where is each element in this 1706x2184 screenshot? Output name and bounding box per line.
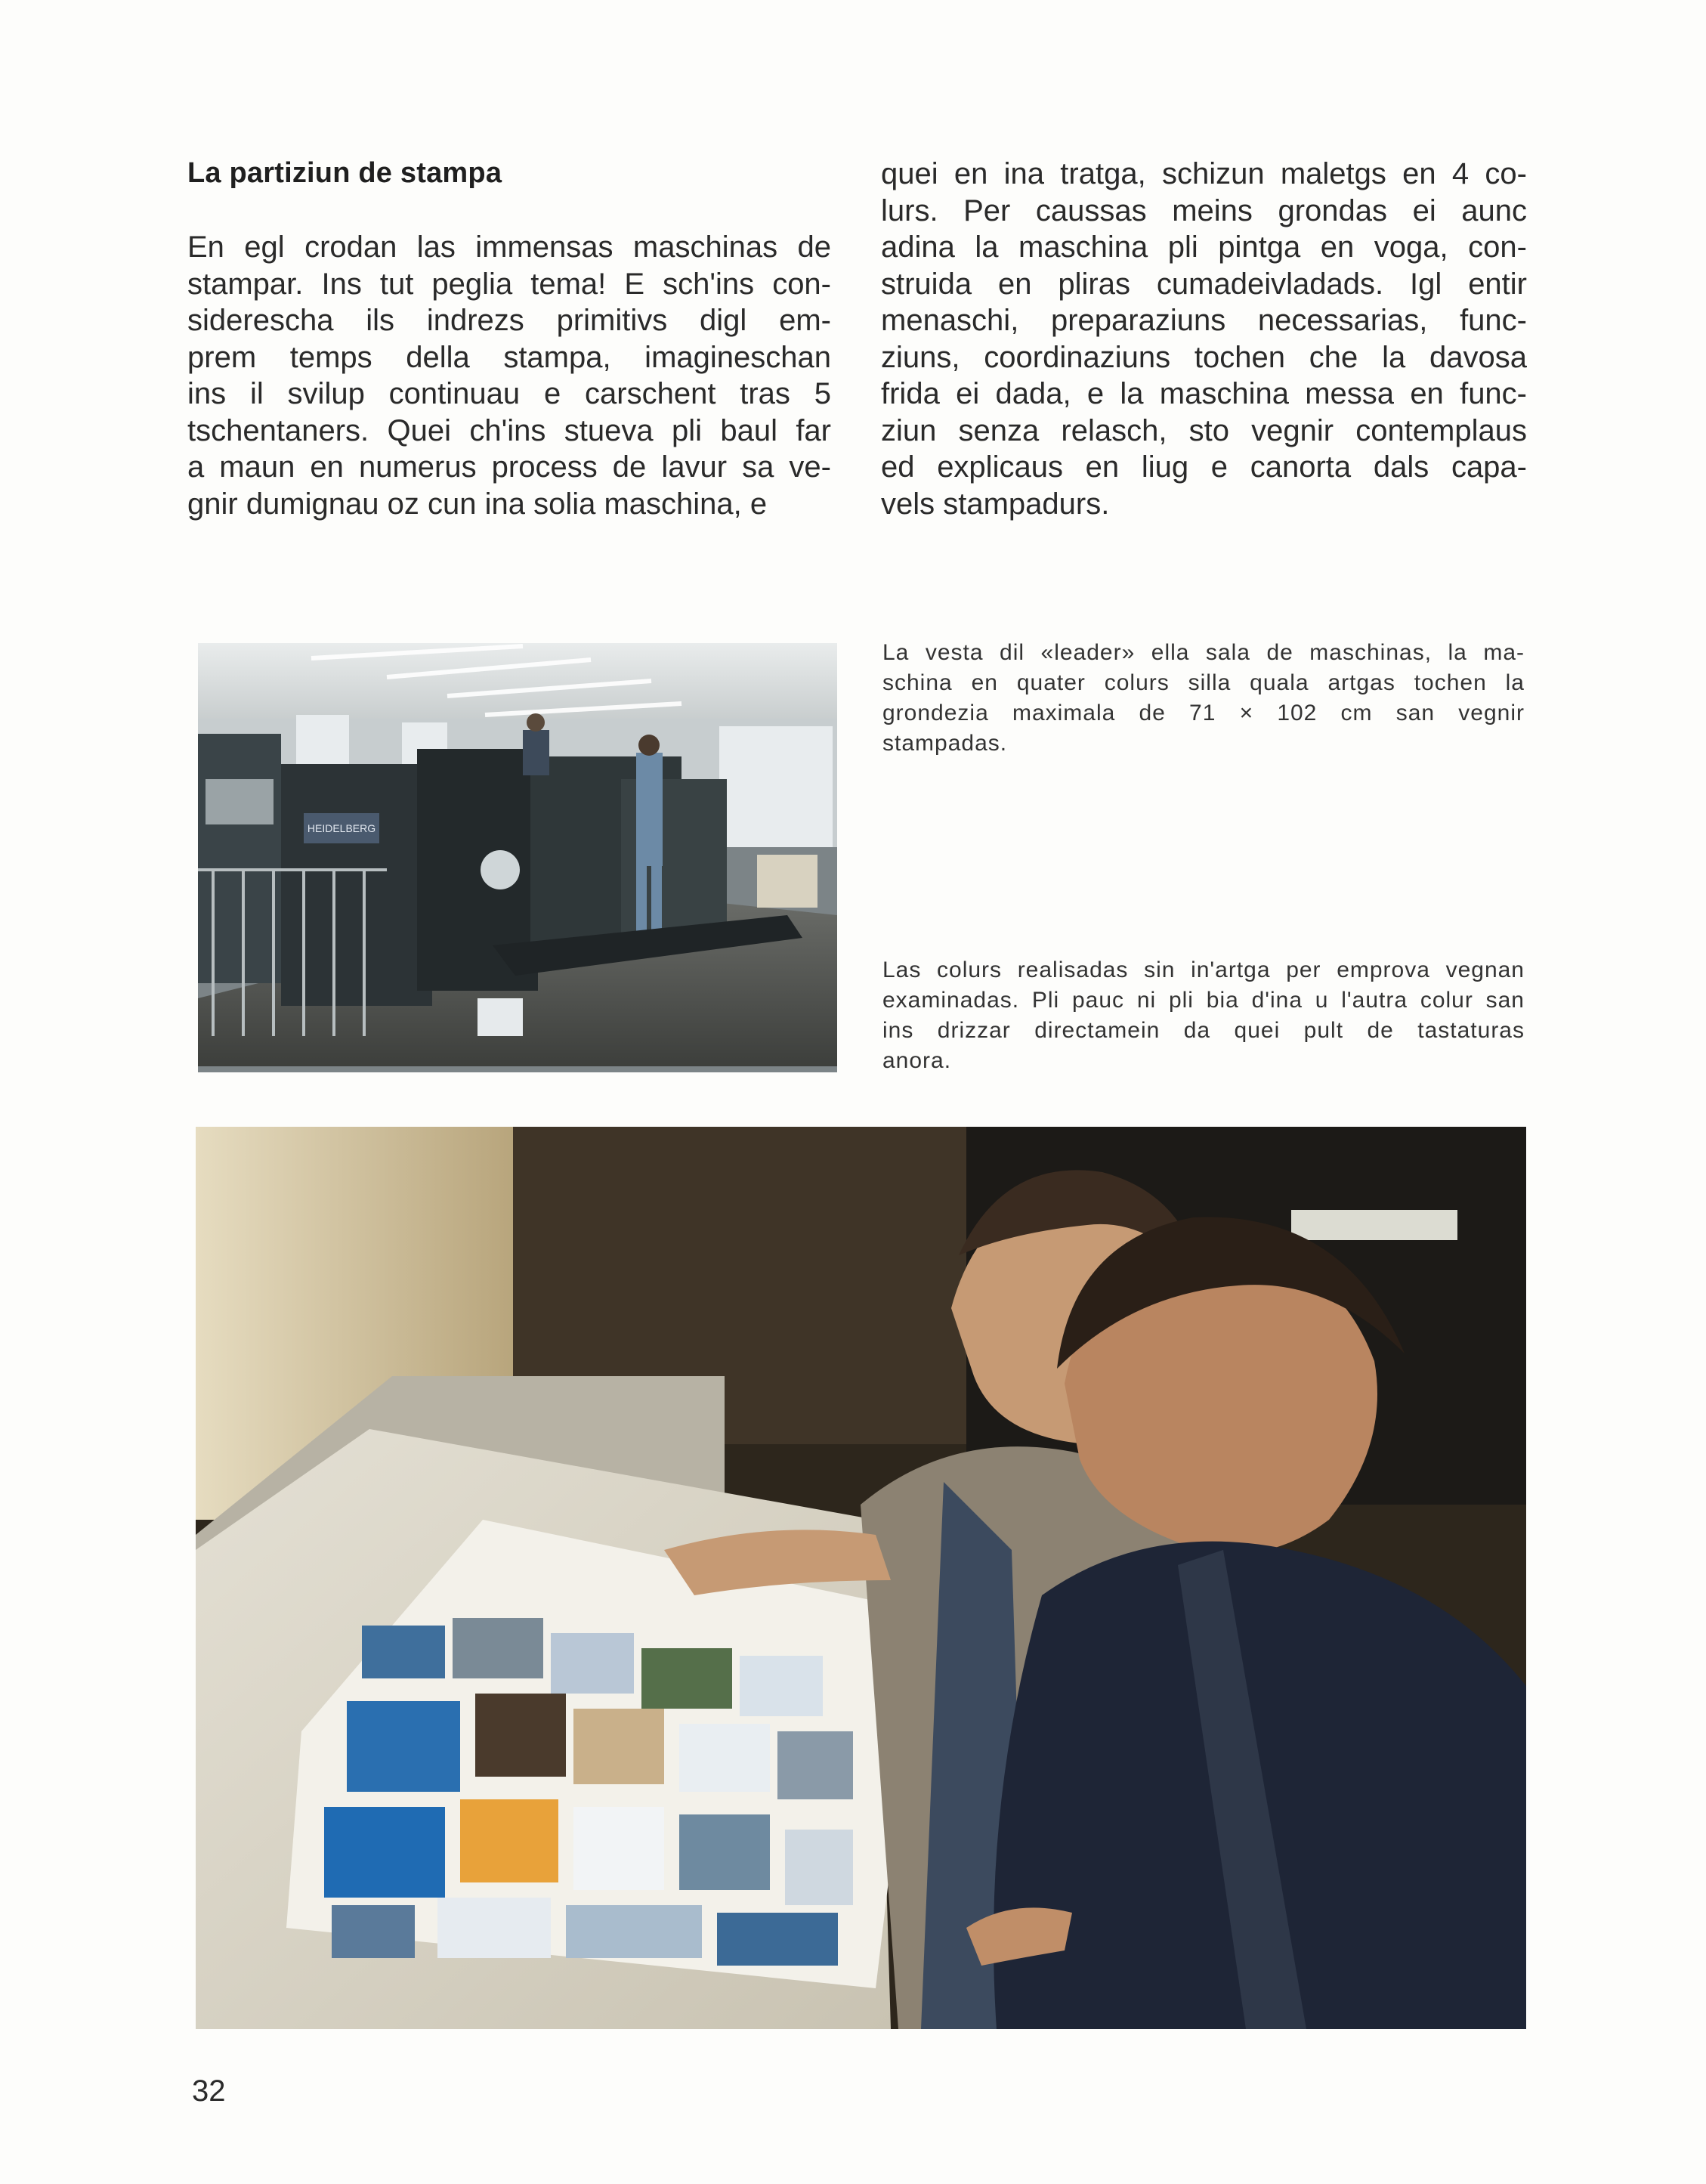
caption-line: La vesta dil «leader» ella sala de maschinas, la ma- bbox=[882, 640, 1525, 665]
text-line: ziuns, coordinaziuns tochen che la davosa bbox=[881, 340, 1527, 374]
caption-line: schina en quater colurs silla quala artgas tochen la bbox=[882, 670, 1525, 695]
text-line: quei en ina tratga, schizun maletgs en 4 co- bbox=[881, 157, 1527, 190]
text-line: stampar. Ins tut peglia tema! E sch'ins con- bbox=[187, 267, 831, 301]
caption-line: stampadas. bbox=[882, 731, 1008, 756]
photo-machine-hall bbox=[198, 643, 837, 1072]
caption-line: Las colurs realisadas sin in'artga per emprova vegnan bbox=[882, 957, 1525, 982]
caption-line: examinadas. Pli pauc ni pli bia d'ina u l'autra colur san bbox=[882, 988, 1525, 1013]
body-text-right-column bbox=[881, 156, 1527, 522]
page-number: 32 bbox=[192, 2074, 226, 2108]
svg-text:HEIDELBERG: HEIDELBERG bbox=[307, 822, 376, 834]
caption-line: ins drizzar directamein da quei pult de tastaturas bbox=[882, 1018, 1525, 1043]
text-line: gnir dumignau oz cun ina solia maschina, e bbox=[187, 487, 768, 521]
text-line: a maun en numerus process de lavur sa ve- bbox=[187, 450, 831, 484]
text-line: En egl crodan las immensas maschinas de bbox=[187, 230, 831, 264]
text-line: menaschi, preparaziuns necessarias, func- bbox=[881, 304, 1527, 337]
body-text-left-column bbox=[187, 229, 831, 522]
caption-color-proof bbox=[882, 955, 1525, 1076]
text-line: frida ei dada, e la maschina messa en func- bbox=[881, 377, 1527, 410]
photo-proof-inspection bbox=[196, 1127, 1526, 2029]
caption-line: anora. bbox=[882, 1048, 952, 1073]
text-line: prem temps della stampa, imagineschan bbox=[187, 340, 831, 374]
text-line: ziun senza relasch, sto vegnir contemplaus bbox=[881, 413, 1527, 447]
text-line: tschentaners. Quei ch'ins stueva pli baul far bbox=[187, 413, 831, 447]
text-line: adina la maschina pli pintga en voga, con- bbox=[881, 230, 1527, 264]
section-heading: La partiziun de stampa bbox=[187, 157, 502, 189]
machine-hall-illustration bbox=[198, 643, 837, 1072]
caption-line: grondezia maximala de 71 × 102 cm san vegnir bbox=[882, 701, 1525, 725]
proof-inspection-illustration bbox=[196, 1127, 1526, 2029]
text-line: vels stampadurs. bbox=[881, 487, 1110, 521]
text-line: siderescha ils indrezs primitivs digl em- bbox=[187, 304, 831, 337]
caption-machine-hall bbox=[882, 638, 1525, 759]
text-line: ed explicaus en liug e canorta dals capa- bbox=[881, 450, 1527, 484]
text-line: struida en pliras cumadeivladads. Igl entir bbox=[881, 267, 1527, 301]
text-line: ins il svilup continuau e carschent tras 5 bbox=[187, 377, 831, 410]
text-line: lurs. Per caussas meins grondas ei aunc bbox=[881, 193, 1527, 227]
